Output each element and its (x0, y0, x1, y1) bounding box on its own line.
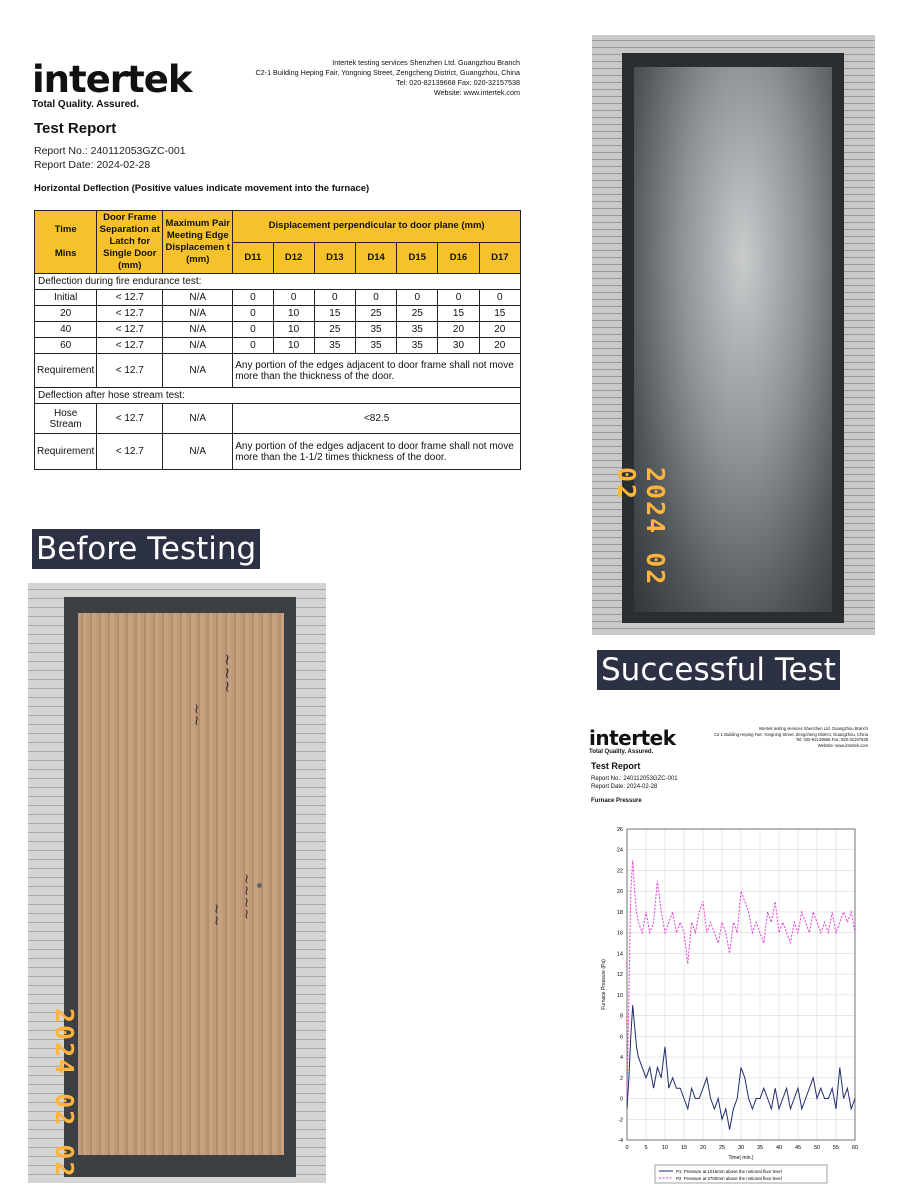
cell-d: 10 (273, 322, 314, 338)
cell-d: 0 (233, 338, 273, 354)
report-date: Report Date: 2024-02-28 (34, 159, 151, 171)
header-time (35, 211, 97, 274)
table-row-hose (35, 404, 521, 434)
cell-d: 15 (314, 306, 355, 322)
company-line: Website: www.intertek.com (433, 88, 520, 97)
y-tick-label: 8 (619, 1013, 623, 1020)
cell-d: 20 (479, 322, 520, 338)
cell-d: 35 (314, 338, 355, 354)
cell-time: 40 (35, 322, 97, 338)
company-line: Tel: 020-82139668 Fax: 020-32157538 (795, 737, 868, 743)
cell-d: 0 (233, 306, 273, 322)
cell-d: 10 (273, 306, 314, 322)
x-tick-label: 60 (851, 1145, 859, 1151)
y-tick-label: 0 (619, 1096, 623, 1103)
x-tick-label: 50 (813, 1145, 821, 1151)
report-title: Test Report (591, 761, 641, 771)
y-tick-label: 16 (616, 930, 623, 937)
logo-tagline: Total Quality. Assured. (589, 749, 654, 755)
table-row-requirement (35, 434, 521, 470)
handwriting-mark: ~~~ (218, 653, 237, 694)
cell-frame: < 12.7 (97, 290, 163, 306)
caption-before-testing: Before Testing (32, 529, 260, 569)
cell-frame: < 12.7 (97, 338, 163, 354)
cell-d: 35 (397, 338, 438, 354)
cell-d: 0 (233, 322, 273, 338)
x-tick-label: 35 (756, 1145, 764, 1151)
logo-wordmark: intertek (589, 726, 676, 750)
company-line: Intertek testing services Shenzhen Ltd. Guangzhou Branch (332, 58, 520, 67)
report-subtitle: Horizontal Deflection (Positive values indicate movement into the furnace) (34, 183, 370, 194)
table-row (35, 322, 521, 338)
caption-successful-test: Successful Test (597, 650, 840, 690)
cell-pair: N/A (163, 306, 233, 322)
col-header: D12 (273, 242, 314, 274)
y-tick-label: -4 (618, 1138, 623, 1144)
photo-after-test-door (592, 35, 875, 635)
company-line: C2-1 Building Heping Fair, Yongning Street, Zengcheng District, Guangzhou, China (255, 68, 520, 77)
door-knob-hole (257, 883, 262, 888)
company-line: Website: www.intertek.com (817, 742, 868, 748)
intertek-logo (589, 726, 676, 755)
table-row (35, 290, 521, 306)
cell-hose-label: Hose Stream (35, 404, 97, 434)
y-tick-label: 24 (616, 847, 623, 854)
report-number: Report No.: 240112053GZC-001 (591, 776, 678, 782)
cell-d: 0 (355, 290, 396, 306)
y-tick-label: 10 (616, 992, 623, 999)
cell-d: 35 (355, 322, 396, 338)
col-header: D17 (479, 242, 520, 274)
cell-d: 25 (397, 306, 438, 322)
company-address (255, 58, 520, 98)
x-tick-label: 55 (832, 1145, 840, 1151)
cell-frame: < 12.7 (97, 404, 163, 434)
cell-d: 30 (438, 338, 479, 354)
cell-d: 35 (397, 322, 438, 338)
x-tick-label: 0 (625, 1145, 629, 1151)
cell-frame: < 12.7 (97, 306, 163, 322)
handwriting-mark: ~~ (208, 903, 224, 927)
x-tick-label: 45 (794, 1145, 802, 1151)
company-line: C2-1 Building Heping Fair, Yongning Street, Zengcheng District, Guangzhou, China (713, 731, 868, 737)
cell-pair: N/A (163, 354, 233, 388)
photo-before-test-door (28, 583, 326, 1183)
report-meta (591, 775, 678, 791)
cell-hose-value: <82.5 (233, 404, 521, 434)
cell-requirement-label: Requirement (35, 354, 97, 388)
cell-d: 20 (479, 338, 520, 354)
report-number: Report No.: 240112053GZC-001 (34, 145, 186, 157)
y-axis-label: Furnace Pressure (Pa) (601, 959, 607, 1010)
photo-date-stamp: 2024 02 02 (50, 1008, 79, 1179)
company-line: Intertek testing services Shenzhen Ltd. Guangzhou Branch (758, 726, 868, 731)
cell-time: 60 (35, 338, 97, 354)
cell-pair: N/A (163, 404, 233, 434)
cell-d: 15 (479, 306, 520, 322)
table-row (35, 338, 521, 354)
cell-d: 35 (355, 338, 396, 354)
furnace-pressure-report-page (587, 722, 872, 1192)
x-axis-label: Time( min.) (728, 1155, 754, 1161)
y-tick-label: 12 (616, 972, 623, 979)
col-header: D11 (233, 242, 273, 274)
col-header: D14 (355, 242, 396, 274)
logo-wordmark: intertek (32, 58, 192, 101)
cell-pair: N/A (163, 434, 233, 470)
y-tick-label: 26 (616, 827, 623, 833)
cell-requirement-text: Any portion of the edges adjacent to door frame shall not move more than the thickness of the door. (233, 354, 521, 388)
cell-d: 0 (273, 290, 314, 306)
col-header: D13 (314, 242, 355, 274)
legend-entry: P2: Pressure at 2700mm above the notional floor level (676, 1175, 782, 1181)
header-displacement: Displacement perpendicular to door plane (mm) (233, 211, 521, 243)
y-tick-label: 2 (619, 1075, 623, 1082)
cell-time: Initial (35, 290, 97, 306)
company-address (714, 726, 868, 748)
cell-pair: N/A (163, 290, 233, 306)
deflection-report-page (28, 50, 528, 510)
logo-tagline: Total Quality. Assured. (32, 99, 140, 110)
header-pair-edge: Maximum Pair Meeting Edge Displacemen t (mm) (163, 211, 233, 274)
x-tick-label: 5 (644, 1145, 648, 1151)
cell-d: 0 (233, 290, 273, 306)
cell-d: 20 (438, 322, 479, 338)
cell-pair: N/A (163, 322, 233, 338)
x-tick-label: 25 (718, 1145, 726, 1151)
y-tick-label: 14 (616, 951, 623, 958)
intertek-logo (32, 58, 191, 110)
cell-d: 25 (314, 322, 355, 338)
y-tick-label: 4 (619, 1055, 623, 1062)
x-tick-label: 20 (699, 1145, 707, 1151)
cell-d: 0 (314, 290, 355, 306)
cell-d: 25 (355, 306, 396, 322)
y-tick-label: 18 (616, 909, 623, 916)
x-tick-label: 40 (775, 1145, 783, 1151)
x-tick-label: 10 (661, 1145, 669, 1151)
section-fire-endurance: Deflection during fire endurance test: (35, 274, 521, 290)
company-line: Tel: 020-82139668 Fax: 020-32157538 (396, 78, 520, 87)
cell-frame: < 12.7 (97, 434, 163, 470)
y-tick-label: 20 (616, 889, 623, 896)
report-title: Test Report (34, 120, 117, 137)
section-hose-stream: Deflection after hose stream test: (35, 388, 521, 404)
cell-d: 15 (438, 306, 479, 322)
cell-time: 20 (35, 306, 97, 322)
cell-pair: N/A (163, 338, 233, 354)
cell-requirement-text: Any portion of the edges adjacent to door frame shall not move more than the 1-1/2 times thickness of the door. (233, 434, 521, 470)
cell-d: 10 (273, 338, 314, 354)
x-tick-label: 30 (737, 1145, 745, 1151)
cell-frame: < 12.7 (97, 322, 163, 338)
y-tick-label: 22 (616, 868, 623, 875)
furnace-pressure-chart (587, 817, 872, 1192)
handwriting-mark: ~~~~ (238, 873, 254, 920)
cell-d: 0 (397, 290, 438, 306)
handwriting-mark: ~~ (188, 703, 204, 727)
cell-frame: < 12.7 (97, 354, 163, 388)
x-tick-label: 15 (680, 1145, 688, 1151)
photo-date-stamp: 2024 02 02 (612, 467, 670, 587)
col-header: D16 (438, 242, 479, 274)
report-subtitle: Furnace Pressure (591, 798, 642, 804)
table-row (35, 306, 521, 322)
deflection-table (34, 210, 521, 470)
cell-d: 0 (438, 290, 479, 306)
cell-requirement-label: Requirement (35, 434, 97, 470)
header-mins-label: Mins (54, 248, 77, 259)
col-header: D15 (397, 242, 438, 274)
cell-d: 0 (479, 290, 520, 306)
table-row-requirement (35, 354, 521, 388)
report-date: Report Date: 2024-02-28 (591, 784, 658, 790)
header-frame-separation: Door Frame Separation at Latch for Single Door (mm) (97, 211, 163, 274)
y-tick-label: 6 (619, 1034, 623, 1041)
header-time-label: Time (54, 224, 77, 235)
legend-entry: P1: Pressure at 1016mm above the notional floor level (676, 1168, 782, 1174)
y-tick-label: -2 (618, 1117, 623, 1124)
report-meta (34, 144, 186, 172)
